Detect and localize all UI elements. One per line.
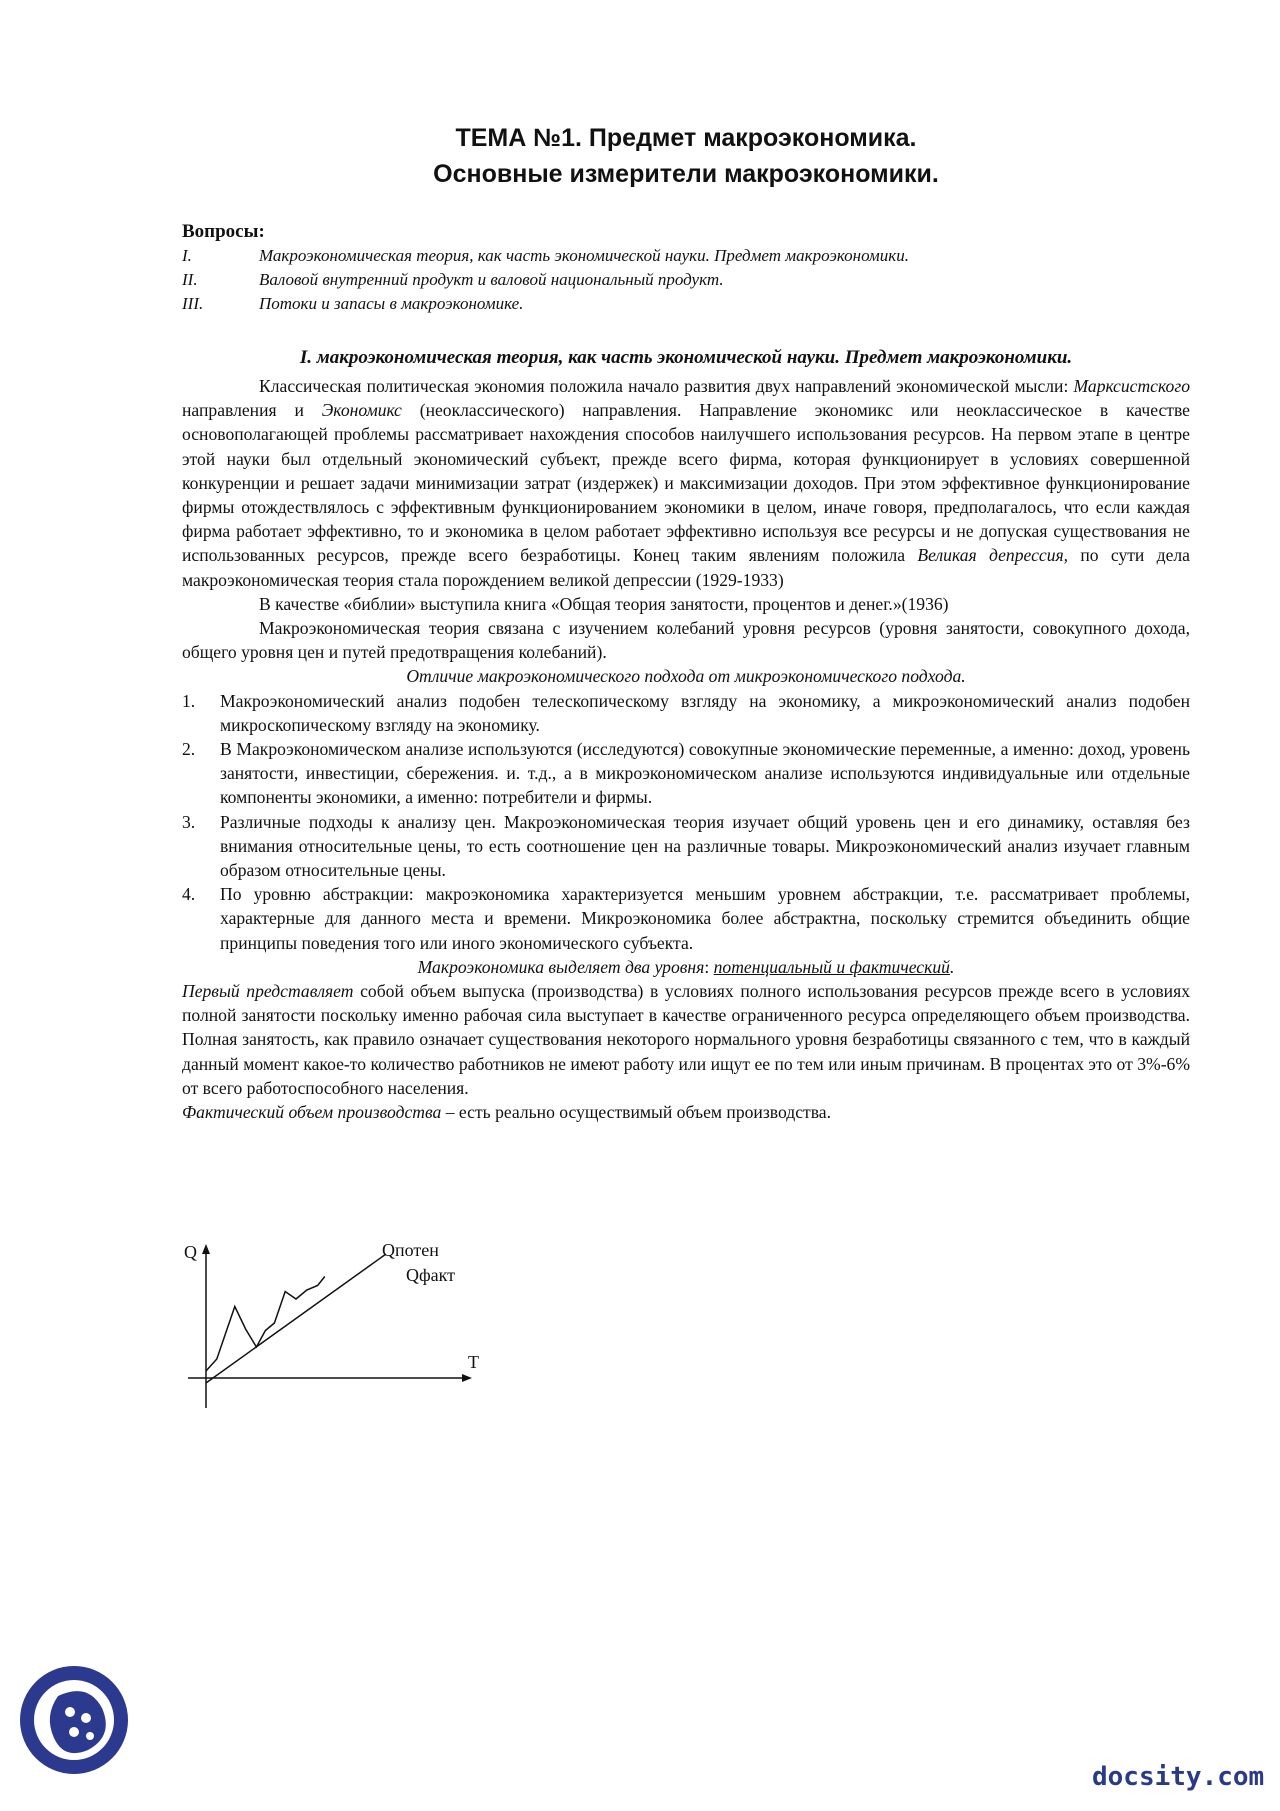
section-title: I. макроэкономическая теория, как часть экономической науки. Предмет макроэкономики. bbox=[299, 347, 1073, 368]
question-item: III. Потоки и запасы в макроэкономике. bbox=[182, 294, 524, 313]
footer-brand[interactable]: docsity.com bbox=[1092, 1762, 1265, 1792]
paragraph: Фактический объем производства – есть реально осуществимый объем производства. bbox=[182, 1102, 831, 1123]
levels-heading: Макроэкономика выделяет два уровня: потенциальный и фактический. bbox=[417, 956, 955, 977]
document-title bbox=[182, 120, 1190, 192]
docsity-logo-icon bbox=[18, 1652, 130, 1782]
x-axis-arrow bbox=[462, 1374, 472, 1382]
diff-list bbox=[182, 689, 1190, 955]
paragraph: Первый представляет собой объем выпуска (производства) в условиях полного использования ресурсов прежде всего в условиях полной занятости поскольку именно рабочая сила выступает в качестве ограниченного ресурса определяющего объем производства. Полная занятость, как правило означает существования некоторого нормального уровня безработицы связанного с тем, что в каждый данный момент какое-то количество работников не имеют работу или ищут ее по тем или иным причинам. В процентах это от 3%-6% от всего работоспособного населения. bbox=[182, 981, 1190, 1098]
diff-heading: Отличие макроэкономического подхода от микроэкономического подхода. bbox=[406, 666, 966, 687]
question-item: II. Валовой внутренний продукт и валовой национальный продукт. bbox=[182, 270, 724, 289]
x-axis-label: T bbox=[468, 1352, 479, 1372]
list-item: 3. Различные подходы к анализу цен. Макроэкономическая теория изучает общий уровень цен и его динамику, оставляя без внимания относительные цены, то есть соотношение цен на различные товары. Микроэкономический анализ изучает главным образом относительные цены. bbox=[182, 811, 1190, 881]
document-page bbox=[182, 120, 1190, 1124]
list-item: 2. В Макроэкономическом анализе используются (исследуются) совокупные экономические переменные, а именно: доход, уровень занятости, инвестиции, сбережения. и. т.д., а в микроэкономическом анализе используются индивидуальные или отдельные компоненты экономики, а именно: потребители и фирмы. bbox=[182, 739, 1190, 808]
series-label-qactual: Qфакт bbox=[406, 1265, 456, 1285]
series-line-qpotential bbox=[206, 1254, 386, 1383]
paragraph: В качестве «библии» выступила книга «Общая теория занятости, процентов и денег.»(1936) bbox=[259, 593, 949, 614]
series-line-qactual bbox=[206, 1277, 325, 1372]
list-item: 4. По уровню абстракции: макроэкономика характеризуется меньшим уровнем абстракции, т.е. рассматривает проблемы, характерные для данного места и времени. Микроэкономика более абстрактна, поскольку стремится объединить общие принципы поведения того или иного экономического субъекта. bbox=[182, 884, 1190, 953]
section-body bbox=[182, 374, 1190, 1124]
questions-list bbox=[182, 244, 1190, 316]
paragraph: Макроэкономическая теория связана с изучением колебаний уровня ресурсов (уровня занятости, совокупного дохода, общего уровня цен и путей предотвращения колебаний). bbox=[182, 618, 1190, 663]
title-line-2: Основные измерители макроэкономики. bbox=[433, 160, 939, 188]
series-label-qpotential: Qпотен bbox=[382, 1240, 439, 1260]
y-axis-label: Q bbox=[184, 1242, 197, 1262]
paragraph: Классическая политическая экономия положила начало развития двух направлений экономической мысли: Марксистского направления и Экономикс (неоклассического) направления. Направление экономикс или неоклассическое в качестве основополагающей проблемы рассматривает нахождения способов наилучшего использования ресурсов. На первом этапе в центре этой науки был отдельный экономический субъект, прежде всего фирма, которая функционирует в условиях совершенной конкуренции и решает задачи минимизации затрат (издержек) и максимизации доходов. При этом эффективное функционирование фирмы отождествлялось с эффективным функционированием экономики в целом, иначе говоря, предполагалось, что если каждая фирма работает эффективно, то и экономика в целом работает эффективно используя все ресурсы и не допуская существования не использованных ресурсов, прежде всего безработицы. Конец таким явлениям положила Великая депрессия, по сути дела макроэкономическая теория стала порождением великой депрессии (1929-1933) bbox=[182, 376, 1190, 590]
list-item: 1. Макроэкономический анализ подобен телескопическому взгляду на экономику, а микроэкономический анализ подобен микроскопическому взгляду на экономику. bbox=[182, 690, 1190, 735]
title-line-1: ТЕМА №1. Предмет макроэкономика. bbox=[455, 124, 917, 152]
question-item: I. Макроэкономическая теория, как часть экономической науки. Предмет макроэкономики. bbox=[182, 246, 909, 265]
output-chart bbox=[176, 1238, 496, 1418]
questions-heading: Вопросы: bbox=[182, 221, 265, 242]
y-axis-arrow bbox=[202, 1244, 210, 1254]
